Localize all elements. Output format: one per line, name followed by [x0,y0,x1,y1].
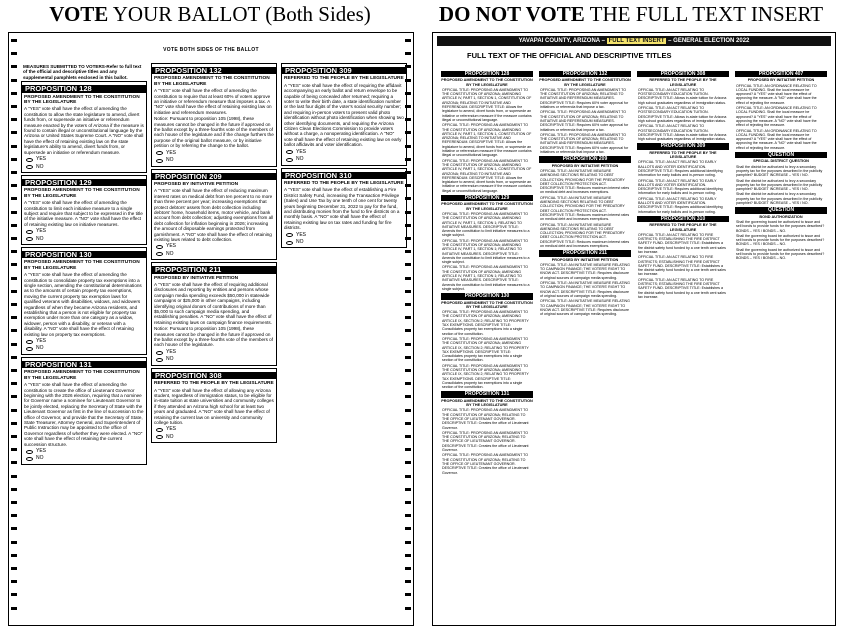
insert-proposition-text: OFFICIAL TITLE: PROPOSING AN AMENDMENT TO THE CONSTITUTION OF ARIZONA; AMENDING ARTICLE IV, PART 1, SECTION 1; RELATING TO INITIATIVE MEASURES. DESCRIPTIVE TITLE: Amends the constitution to limit initiative measures to a single subject. [442,211,530,238]
insert-proposition-text: OFFICIAL TITLE: AN INITIATIVE MEASURE RELATING TO CAMPAIGN FINANCE; THE VOTERS' RIGHT TO KNOW ACT. DESCRIPTIVE TITLE: Requires disclosure of original sources of campaign media spending. [540,299,630,317]
vote-option-yes[interactable] [156,427,272,432]
insert-proposition-subtitle: REFERRED TO THE PEOPLE BY THE LEGISLATURE [649,223,717,232]
timing-mark [11,435,17,438]
proposition-subtitle: PROPOSED AMENDMENT TO THE CONSTITUTION BY THE LEGISLATURE [24,260,140,271]
vote-option-no[interactable] [156,158,272,163]
vote-oval-yes[interactable] [156,245,163,249]
vote-option-yes[interactable] [26,449,142,454]
timing-mark [405,554,411,557]
header-right: DO NOT VOTE THE FULL TEXT INSERT [438,2,824,26]
vote-option-yes[interactable] [156,244,272,249]
insert-proposition-subtitle: SPECIAL DISTRICT QUESTION [753,159,809,164]
proposition-subtitle: REFERRED TO THE PEOPLE BY THE LEGISLATURE [154,381,274,387]
proposition-subtitle: PROPOSED AMENDMENT TO THE CONSTITUTION BY THE LEGISLATURE [24,370,140,381]
proposition-text: A "YES" vote shall have the effect of amending the constitution to require that at least 60% of voters approve an initiative or referendum measure that imposes a tax. A "NO" vote shall have the effect of retaining existing law on initiative and referendum measures. [154,88,272,115]
vote-option-label: NO [166,250,174,257]
timing-mark [405,250,411,253]
insert-proposition-text: OFFICIAL TITLE: AN INITIATIVE MEASURE RELATING TO CAMPAIGN FINANCE; THE VOTERS' RIGHT TO KNOW ACT. DESCRIPTIVE TITLE: Requires disclosure of original sources of campaign media spending. [540,262,630,280]
insert-column [735,69,827,619]
insert-proposition-text: OFFICIAL TITLE: AN ACT RELATING TO POSTSECONDARY EDUCATION TUITION. DESCRIPTIVE TITLE: Allows in-state tuition for Arizona high school graduates regardless of immigration status. [638,87,727,105]
proposition-block [21,357,147,465]
timing-mark [405,263,411,266]
timing-mark [11,211,17,214]
insert-proposition-title: PROPOSITION 308 [637,71,729,77]
insert-proposition-text: Shall the district be authorized to levy a secondary property tax for the purposes described in the publicity pamphlet? BUDGET INCREASE – YES / NO. [736,178,823,192]
insert-proposition-text: Shall the governing board be authorized to issue and sell bonds to provide funds for the purposes described? BONDS – YES / BONDS – NO. [736,219,825,233]
vote-oval-no[interactable] [156,252,163,256]
insert-proposition-text: Shall the district be authorized to levy a secondary property tax for the purposes described in the publicity pamphlet? BUDGET INCREASE – YES / NO. [736,164,823,178]
insert-proposition-subtitle: PROPOSED AMENDMENT TO THE CONSTITUTION BY THE LEGISLATURE [441,300,533,309]
insert-title: FULL TEXT OF THE OFFICIAL AND DESCRIPTIVE TITLES [467,51,672,60]
proposition-text: A "YES" vote shall have the effect of amending the constitution to create the office of Lieutenant Governor beginning with the 2026 election, requiring that a nominee for Governor name a nominee for Lieutenant Governor to be jointly elected, replacing the Secretary of State with the Lieutenant Governor as first in the line of succession to the office of Governor, and provide that the Secretary of State, State Treasurer, Attorney General, and Superintendent of Public Instruction may be appointed to the office of Governor regardless of whether they were elected. A "NO" vote shall have the effect of retaining the current succession structure. [24,382,144,447]
vote-oval-yes[interactable] [26,340,33,344]
vote-option-no[interactable] [156,252,272,257]
timing-mark [405,461,411,464]
timing-mark [405,277,411,280]
insert-proposition-text: OFFICIAL TITLE: AN ORDINANCE RELATING TO LOCAL FUNDING. Shall the local measure be approved? A "YES" vote shall have the effect of approving the measure. A "NO" vote shall have the effect of rejecting the measure. [736,83,817,105]
proposition-block [151,169,277,261]
proposition-block [281,168,407,249]
timing-mark [11,105,17,108]
vote-option-no[interactable] [286,157,402,162]
insert-proposition-text: OFFICIAL TITLE: AN INITIATIVE MEASURE AMENDING SECTIONS RELATING TO DEBT COLLECTION; PROVIDING FOR THE PREDATORY DEBT COLLECTION PROTECTION ACT. DESCRIPTIVE TITLE: Reduces maximum interest rates on medical debt and increases exemptions. [540,222,630,248]
vote-option-label: NO [166,157,174,164]
vote-oval-yes[interactable] [26,230,33,234]
proposition-notice: Notice: Pursuant to proposition 105 (1998), these measures cannot be changed in the future if approved on the ballot except by a three-fourths vote of the members of each house of the legislature. [154,326,273,348]
timing-mark [11,488,17,491]
timing-mark [11,527,17,530]
insert-proposition-text: OFFICIAL TITLE: PROPOSING AN AMENDMENT TO THE CONSTITUTION OF ARIZONA; AMENDING ARTICLE IV, PART 1, SECTION 1; RELATING TO INITIATIVE MEASURES. DESCRIPTIVE TITLE: Amends the constitution to limit initiative measures to a single subject. [442,238,530,265]
insert-proposition-subtitle: PROPOSED BY INITIATIVE PETITION [551,257,619,262]
proposition-title: PROPOSITION 130 [22,251,146,258]
insert-proposition-text: OFFICIAL TITLE: AN ACT RELATING TO EARLY BALLOTS AND VOTER IDENTIFICATION. DESCRIPTIVE TITLE: Requires additional identifying information for early ballots and in-person voting. [638,196,723,214]
vote-option-yes[interactable] [156,350,272,355]
timing-mark [11,277,17,280]
vote-oval-no[interactable] [286,158,293,162]
timing-mark [11,607,17,610]
timing-mark [405,329,411,332]
timing-mark [405,369,411,372]
timing-mark [405,145,411,148]
timing-mark [405,356,411,359]
insert-proposition-text: Shall the district be authorized to levy a secondary property tax for the purposes described in the publicity pamphlet? BUDGET INCREASE – YES / NO. [736,192,823,206]
insert-proposition-text: OFFICIAL TITLE: PROPOSING AN AMENDMENT TO THE CONSTITUTION OF ARIZONA; RELATING TO THE OFFICE OF LIEUTENANT GOVERNOR. DESCRIPTIVE TITLE: Creates the office of Lieutenant Governor. [442,430,529,453]
insert-proposition-text: OFFICIAL TITLE: AN INITIATIVE MEASURE AMENDING SECTIONS RELATING TO DEBT COLLECTION; PROVIDING FOR THE PREDATORY DEBT COLLECTION PROTECTION ACT. DESCRIPTIVE TITLE: Reduces maximum interest rates on medical debt and increases exemptions. [540,168,630,195]
proposition-subtitle: PROPOSED BY INITIATIVE PETITION [154,275,239,281]
vote-option-label: YES [36,228,47,235]
insert-proposition-subtitle: PROPOSED AMENDMENT TO THE CONSTITUTION BY THE LEGISLATURE [441,78,533,87]
proposition-block [151,262,277,366]
timing-mark [11,580,17,583]
insert-proposition-text: OFFICIAL TITLE: AN ORDINANCE RELATING TO LOCAL FUNDING. Shall the local measure be approved? A "YES" vote shall have the effect of approving the measure. A "NO" vote shall have the effect of rejecting the measure. [736,128,817,150]
vote-option-yes[interactable] [26,157,142,162]
timing-mark [11,448,17,451]
proposition-text: A "YES" vote shall have the effect of amending the constitution to allow the state legislature to amend, divert funds from, or supersede an initiative or referendum measure enacted by the voters of Arizona if the measure is found to contain illegal or unconstitutional language by the Arizona or United States Supreme Court. A "NO" vote shall have the effect of retaining existing law on the state legislature's ability to amend, divert funds from, or supersede an initiative or referendum measure. [24,106,144,155]
insert-proposition-title: PROPOSITION 310 [637,216,729,222]
vote-option-no[interactable] [156,435,272,440]
vote-option-label: YES [166,426,177,433]
timing-mark [405,488,411,491]
timing-mark [405,290,411,293]
timing-mark [11,158,17,161]
insert-column [441,69,533,619]
timing-mark [11,514,17,517]
timing-mark [11,382,17,385]
insert-proposition-title: PROPOSITION 209 [539,156,631,162]
timing-mark [11,567,17,570]
timing-mark [405,580,411,583]
timing-mark [11,263,17,266]
insert-proposition-subtitle: PROPOSED BY INITIATIVE PETITION [747,78,815,83]
proposition-block [21,247,147,355]
timing-mark [405,422,411,425]
vote-option-yes[interactable] [286,150,402,155]
timing-mark [405,237,411,240]
vote-oval-yes[interactable] [156,151,163,155]
timing-mark [405,65,411,68]
timing-mark [11,395,17,398]
insert-proposition-title: PROPOSITION 129 [441,195,533,201]
insert-proposition-subtitle: PROPOSED AMENDMENT TO THE CONSTITUTION BY THE LEGISLATURE [441,398,533,408]
vote-option-label: YES [36,338,47,345]
timing-mark [11,290,17,293]
vote-option-label: YES [166,149,177,156]
proposition-title: PROPOSITION 308 [152,372,276,379]
ballot-instructions: MEASURES SUBMITTED TO VOTERS-Refer to full text of the official and descriptive titles and any supplemental pamphlets enclosed in this ballot. [23,64,142,80]
insert-proposition-subtitle: REFERRED TO THE PEOPLE BY THE LEGISLATURE [649,150,717,160]
vote-option-label: NO [36,455,44,462]
timing-mark [405,567,411,570]
vote-option-yes[interactable] [156,151,272,156]
header-left: VOTE YOUR BALLOT (Both Sides) [49,2,371,26]
timing-mark [11,237,17,240]
timing-mark [405,39,411,42]
timing-mark [11,92,17,95]
insert-column [637,69,729,619]
insert-proposition-text: Shall the governing board be authorized to issue and sell bonds to provide funds for the purposes described? BONDS – YES / BONDS – NO. [736,233,825,247]
insert-proposition-text: OFFICIAL TITLE: PROPOSING AN AMENDMENT TO THE CONSTITUTION OF ARIZONA; AMENDING ARTICLE IX, SECTION 2; RELATING TO PROPERTY TAX EXEMPTIONS. DESCRIPTIVE TITLE: Consolidates property tax exemptions into a single section of the constitution. [442,310,529,336]
vote-option-no[interactable] [286,240,402,245]
vote-option-label: NO [296,156,304,163]
proposition-subtitle: PROPOSED BY INITIATIVE PETITION [154,181,239,187]
insert-proposition-text: OFFICIAL TITLE: AN ACT RELATING TO POSTSECONDARY EDUCATION TUITION. DESCRIPTIVE TITLE: Allows in-state tuition for Arizona high school graduates regardless of immigration status. [638,124,727,142]
insert-proposition-text: OFFICIAL TITLE: PROPOSING AN AMENDMENT TO THE CONSTITUTION OF ARIZONA; RELATING TO THE OFFICE OF LIEUTENANT GOVERNOR. DESCRIPTIVE TITLE: Creates the office of Lieutenant Governor. [442,408,529,430]
proposition-title: PROPOSITION 211 [152,266,276,273]
timing-mark [405,501,411,504]
timing-mark [405,527,411,530]
vote-option-label: NO [166,433,174,440]
insert-proposition-text: OFFICIAL TITLE: PROPOSING AN AMENDMENT TO THE CONSTITUTION OF ARIZONA; RELATING TO INITIATIVE AND REFERENDUM MEASURES. DESCRIPTIVE TITLE: Requires 60% voter approval for initiatives or referenda that impose a tax. [540,132,629,155]
proposition-text: A "YES" vote shall have the effect of reducing maximum interest rates on medical debt from ten percent to no more than three percent per year; increasing exemptions that protect debtors' assets from debt collection including debtors' home, household items, motor vehicle, and bank account from debt collection; adjusting exemptions from all debt collection for inflation beginning in 2026; increasing the amount of disposable earnings protected from garnishment. A "NO" vote shall have the effect of retaining existing laws related to debt collection. [154,188,274,242]
proposition-text: A "YES" vote shall have the effect of allowing any Arizona student, regardless of immigration status, to be eligible for in-state tuition at state universities and community colleges if they attended an Arizona high school for at least two years and graduated. A "NO" vote shall have the effect of retaining the current law on university and community college tuition. [154,387,274,425]
proposition-block [281,63,407,166]
insert-proposition-title: PROPOSITION 128 [441,71,533,77]
vote-option-no[interactable] [26,165,142,170]
insert-proposition-text: OFFICIAL TITLE: PROPOSING AN AMENDMENT TO THE CONSTITUTION OF ARIZONA; RELATING TO THE OFFICE OF LIEUTENANT GOVERNOR. DESCRIPTIVE TITLE: Creates the office of Lieutenant Governor. [442,453,529,475]
timing-mark [405,79,411,82]
proposition-block [151,368,277,443]
timing-mark [405,593,411,596]
vote-option-label: YES [296,148,307,155]
timing-mark [405,303,411,306]
insert-proposition-text: OFFICIAL TITLE: AN ACT RELATING TO POSTSECONDARY EDUCATION TUITION. DESCRIPTIVE TITLE: Allows in-state tuition for Arizona high school graduates regardless of immigration status. [638,106,727,123]
proposition-subtitle: REFERRED TO THE PEOPLE BY THE LEGISLATURE [284,180,404,186]
vote-option-no[interactable] [26,346,142,351]
insert-proposition-text: OFFICIAL TITLE: AN ACT RELATING TO EARLY BALLOTS AND VOTER IDENTIFICATION. DESCRIPTIVE TITLE: Requires additional identifying information for early ballots and in-person voting. [638,160,723,178]
vote-oval-yes[interactable] [26,450,33,454]
insert-proposition-text: OFFICIAL TITLE: PROPOSING AN AMENDMENT TO THE CONSTITUTION OF ARIZONA; AMENDING ARTICLE IX, SECTION 2; RELATING TO PROPERTY TAX EXEMPTIONS. DESCRIPTIVE TITLE: Consolidates property tax exemptions into a single section of the constitution. [442,363,529,390]
proposition-text: A "YES" vote shall have the effect of requiring additional disclosures and reporting by entities and persons whose campaign media spending exceeds $50,000 in statewide campaigns or $25,000 in other campaigns, including identifying original donors of contributions of more than $5,000 to such campaign media spending, and establishing penalties. A "NO" vote shall have the effect of retaining existing laws on campaign finance requirements. [154,282,272,325]
vote-option-label: YES [166,243,177,250]
insert-proposition-text: OFFICIAL TITLE: PROPOSING AN AMENDMENT TO THE CONSTITUTION OF ARIZONA; AMENDING ARTICLE IV, PART 1, SECTION 1, CONSTITUTION OF ARIZONA; RELATING TO INITIATIVE AND REFERENDUM. DESCRIPTIVE TITLE: Allows the legislature to amend, divert funds from, or supersede an initiative or referendum measure if the measure contains illegal or unconstitutional language. [442,158,532,193]
insert-proposition-text: OFFICIAL TITLE: PROPOSING AN AMENDMENT TO THE CONSTITUTION OF ARIZONA; AMENDING ARTICLE IX, SECTION 2; RELATING TO PROPERTY TAX EXEMPTIONS. DESCRIPTIVE TITLE: Consolidates property tax exemptions into a single section of the constitution. [442,336,529,363]
vote-option-label: NO [36,345,44,352]
vote-oval-no[interactable] [26,457,33,461]
insert-proposition-subtitle: PROPOSED BY INITIATIVE PETITION [551,163,619,168]
timing-mark [405,211,411,214]
insert-proposition-title: QUESTION [735,207,827,213]
vote-option-yes[interactable] [26,339,142,344]
insert-proposition-text: OFFICIAL TITLE: AN ACT RELATING TO FIRE DISTRICTS; ESTABLISHING THE FIRE DISTRICT SAFETY FUND. DESCRIPTIVE TITLE: Establishes a fire district safety fund funded by a one tenth cent sales tax increase. [638,277,726,299]
insert-proposition-subtitle: PROPOSED AMENDMENT TO THE CONSTITUTION BY THE LEGISLATURE [539,78,631,87]
proposition-title: PROPOSITION 132 [152,67,276,74]
timing-mark [405,224,411,227]
insert-proposition-text: OFFICIAL TITLE: PROPOSING AN AMENDMENT TO THE CONSTITUTION OF ARIZONA; AMENDING ARTICLE IV, PART 1, SECTION 1; RELATING TO INITIATIVE MEASURES. DESCRIPTIVE TITLE: Amends the constitution to limit initiative measures to a single subject. [442,265,530,291]
proposition-title: PROPOSITION 310 [282,172,406,179]
timing-mark [11,145,17,148]
proposition-block [151,63,277,167]
timing-mark [11,593,17,596]
timing-mark [11,224,17,227]
timing-mark [11,554,17,557]
vote-option-no[interactable] [156,357,272,362]
timing-mark [405,92,411,95]
insert-proposition-text: OFFICIAL TITLE: PROPOSING AN AMENDMENT TO THE CONSTITUTION OF ARIZONA; AMENDING ARTICLE IV, PART 1, SECTION 1, CONSTITUTION OF ARIZONA; RELATING TO INITIATIVE AND REFERENDUM. DESCRIPTIVE TITLE: Allows the legislature to amend, divert funds from, or supersede an initiative or referendum measure if the measure contains illegal or unconstitutional language. [442,123,532,158]
vote-oval-yes[interactable] [286,233,293,237]
timing-mark [11,329,17,332]
vote-option-no[interactable] [26,456,142,461]
timing-mark [405,197,411,200]
timing-mark [405,343,411,346]
proposition-title: PROPOSITION 128 [22,85,146,92]
insert-proposition-text: Shall the governing board be authorized to issue and sell bonds to provide funds for the purposes described? BONDS – YES / BONDS – NO. [736,247,825,261]
proposition-block [21,175,147,245]
timing-mark [11,409,17,412]
proposition-subtitle: REFERRED TO THE PEOPLE BY THE LEGISLATURE [284,76,404,82]
vote-oval-no[interactable] [156,358,163,362]
proposition-title: PROPOSITION 131 [22,361,146,368]
timing-mark [405,409,411,412]
vote-oval-no[interactable] [156,159,163,163]
timing-mark [11,118,17,121]
proposition-subtitle: PROPOSED AMENDMENT TO THE CONSTITUTION BY THE LEGISLATURE [24,188,140,199]
insert-proposition-title: PROPOSITION 131 [441,391,533,397]
timing-mark [11,184,17,187]
timing-mark [405,448,411,451]
ballot-column [281,63,407,615]
proposition-text: A "YES" vote shall have the effect of amending the constitution to consolidate property tax exemptions into a single section, amending the constitutional determinations as to the amounts of certain property tax exemptions, moving the current property tax exemption laws for qualified veterans with disabilities, widows, and widowers regardless of when they became Arizona residents, and establishing that a person is not eligible for property tax exemption under more than one category as a widow, widower, person with a disability, or veteran with a disability. A "NO" vote shall have the effect of retaining existing law on property tax exemptions. [24,272,142,337]
insert-proposition-title: PROPOSITION 130 [441,293,533,299]
timing-mark [11,316,17,319]
timing-mark [405,435,411,438]
vote-option-label: NO [166,356,174,363]
insert-proposition-title: PROPOSITION 132 [539,71,631,77]
ballot-sheet [8,32,414,626]
vote-oval-no[interactable] [26,165,33,169]
vote-option-label: NO [36,163,44,170]
timing-mark [405,105,411,108]
timing-mark [405,395,411,398]
vote-oval-yes[interactable] [156,428,163,432]
timing-mark [11,356,17,359]
insert-header-bar: YAVAPAI COUNTY, ARIZONA – FULL TEXT INSERT – GENERAL ELECTION 2022 [437,36,831,46]
vote-oval-no[interactable] [286,241,293,245]
proposition-text: A "YES" vote shall have the effect of establishing a Fire District Safety Fund, increasing the Transaction Privilege (Sales) and Use Tax by one tenth of one cent for twenty years beginning December 31, 2022 to pay for the fund, and distributing monies from the fund to fire districts on a monthly basis. A "NO" vote shall have the effect of retaining existing law on tax rates and funding for fire districts. [284,187,400,231]
insert-proposition-text: OFFICIAL TITLE: AN ACT RELATING TO EARLY BALLOTS AND VOTER IDENTIFICATION. DESCRIPTIVE TITLE: Requires additional identifying information for early ballots and in-person voting. [638,178,723,196]
proposition-block [21,81,147,173]
timing-mark [405,118,411,121]
timing-mark [11,52,17,55]
timing-mark [405,382,411,385]
proposition-text: A "YES" vote shall have the effect of requiring the affidavit accompanying an early ballot and return envelope to be capable of being concealed after returned; requiring a voter to write their birth date, a state identification number or the last four digits of the voter's social security number; and requiring in-person voters to present valid photo identification without photo identification when showing two other identifying documents, and requiring the Arizona Citizen Clean Elections Commission to provide voters without a charge, a nonoperating identification. A "NO" vote shall have the effect of retaining existing law on early ballot affidavits and voter identification. [284,82,404,148]
insert-proposition-subtitle: REFERRED TO THE PEOPLE BY THE LEGISLATURE [649,78,717,87]
timing-mark [405,607,411,610]
insert-proposition-title: PROPOSITION 407 [735,71,827,77]
insert-proposition-text: OFFICIAL TITLE: AN INITIATIVE MEASURE AMENDING SECTIONS RELATING TO DEBT COLLECTION; PROVIDING FOR THE PREDATORY DEBT COLLECTION PROTECTION ACT. DESCRIPTIVE TITLE: Reduces maximum interest rates on medical debt and increases exemptions. [540,195,630,222]
proposition-text: A "YES" vote shall have the effect of amending the constitution to limit each initiative measure to a single subject and require that subject to be expressed in the title of the initiative measure. A "NO" vote shall have the effect of retaining existing law on initiative measures. [24,200,143,227]
vote-oval-yes[interactable] [26,158,33,162]
timing-mark [405,514,411,517]
ballot-column [151,63,277,615]
timing-mark [405,541,411,544]
timing-mark [11,541,17,544]
insert-proposition-title: QUESTION [735,152,827,158]
full-text-insert [432,32,836,626]
insert-proposition-text: OFFICIAL TITLE: PROPOSING AN AMENDMENT TO THE CONSTITUTION OF ARIZONA; AMENDING ARTICLE IV, PART 1, SECTION 1, CONSTITUTION OF ARIZONA; RELATING TO INITIATIVE AND REFERENDUM. DESCRIPTIVE TITLE: Allows the legislature to amend, divert funds from, or supersede an initiative or referendum measure if the measure contains illegal or unconstitutional language. [442,87,532,122]
vote-oval-yes[interactable] [286,150,293,154]
timing-mark [11,39,17,42]
proposition-notice: Notice: Pursuant to proposition 105 (1998), these measures cannot be changed in the future if approved on the ballot except by a three-fourths vote of the members of each house of the legislature and if the change furthers the purpose of the original ballot measure, or by initiative petition or by referring the change to the ballot. [154,116,274,149]
timing-mark [405,475,411,478]
insert-proposition-text: OFFICIAL TITLE: AN ACT RELATING TO FIRE DISTRICTS; ESTABLISHING THE FIRE DISTRICT SAFETY FUND. DESCRIPTIVE TITLE: Establishes a fire district safety fund funded by a one tenth cent sales tax increase. [638,232,726,254]
timing-mark [11,422,17,425]
insert-proposition-title: PROPOSITION 309 [637,143,729,149]
vote-oval-yes[interactable] [156,351,163,355]
insert-column [539,69,631,619]
timing-mark [11,250,17,253]
vote-option-label: NO [36,235,44,242]
timing-mark [11,79,17,82]
insert-proposition-text: OFFICIAL TITLE: AN INITIATIVE MEASURE RELATING TO CAMPAIGN FINANCE; THE VOTERS' RIGHT TO KNOW ACT. DESCRIPTIVE TITLE: Requires disclosure of original sources of campaign media spending. [540,281,630,298]
insert-proposition-text: OFFICIAL TITLE: PROPOSING AN AMENDMENT TO THE CONSTITUTION OF ARIZONA; RELATING TO INITIATIVE AND REFERENDUM MEASURES. DESCRIPTIVE TITLE: Requires 60% voter approval for initiatives or referenda that impose a tax. [540,110,629,132]
timing-mark [11,171,17,174]
timing-mark [11,343,17,346]
proposition-title: PROPOSITION 209 [152,173,276,180]
proposition-subtitle: PROPOSED AMENDMENT TO THE CONSTITUTION BY THE LEGISLATURE [24,94,140,106]
vote-option-no[interactable] [26,237,142,242]
vote-oval-no[interactable] [26,237,33,241]
ballot-column [21,63,147,615]
insert-proposition-text: OFFICIAL TITLE: AN ACT RELATING TO FIRE DISTRICTS; ESTABLISHING THE FIRE DISTRICT SAFETY FUND. DESCRIPTIVE TITLE: Establishes a fire district safety fund funded by a one tenth cent sales tax increase. [638,255,726,277]
vote-both-sides-label: VOTE BOTH SIDES OF THE BALLOT [163,47,259,53]
timing-mark [11,461,17,464]
insert-proposition-title: PROPOSITION 211 [539,250,631,256]
vote-option-label: YES [36,447,47,454]
insert-proposition-subtitle: PROPOSED AMENDMENT TO THE CONSTITUTION BY THE LEGISLATURE [441,202,533,211]
timing-mark [11,501,17,504]
insert-proposition-subtitle: BOND AUTHORIZATION [759,214,803,219]
timing-mark [11,303,17,306]
timing-mark [11,131,17,134]
timing-mark [11,369,17,372]
proposition-title: PROPOSITION 309 [282,67,406,74]
timing-mark [11,475,17,478]
insert-proposition-text: OFFICIAL TITLE: PROPOSING AN AMENDMENT TO THE CONSTITUTION OF ARIZONA; RELATING TO INITIATIVE AND REFERENDUM MEASURES. DESCRIPTIVE TITLE: Requires 60% voter approval for initiatives or referenda that impose a tax. [540,87,629,110]
insert-proposition-text: OFFICIAL TITLE: AN ORDINANCE RELATING TO LOCAL FUNDING. Shall the local measure be approved? A "YES" vote shall have the effect of approving the measure. A "NO" vote shall have the effect of rejecting the measure. [736,106,817,128]
vote-option-label: YES [36,156,47,163]
vote-option-label: YES [296,231,307,238]
vote-oval-no[interactable] [26,347,33,351]
vote-option-label: NO [296,238,304,245]
vote-option-label: YES [166,348,177,355]
vote-option-yes[interactable] [286,233,402,238]
timing-mark [405,184,411,187]
vote-option-yes[interactable] [26,229,142,234]
proposition-title: PROPOSITION 129 [22,179,146,186]
timing-mark [405,316,411,319]
proposition-subtitle: PROPOSED AMENDMENT TO THE CONSTITUTION BY THE LEGISLATURE [154,76,270,87]
timing-mark [405,52,411,55]
timing-mark [11,197,17,200]
vote-oval-no[interactable] [156,435,163,439]
timing-mark [405,171,411,174]
timing-mark [405,158,411,161]
timing-mark [11,65,17,68]
timing-mark [405,131,411,134]
